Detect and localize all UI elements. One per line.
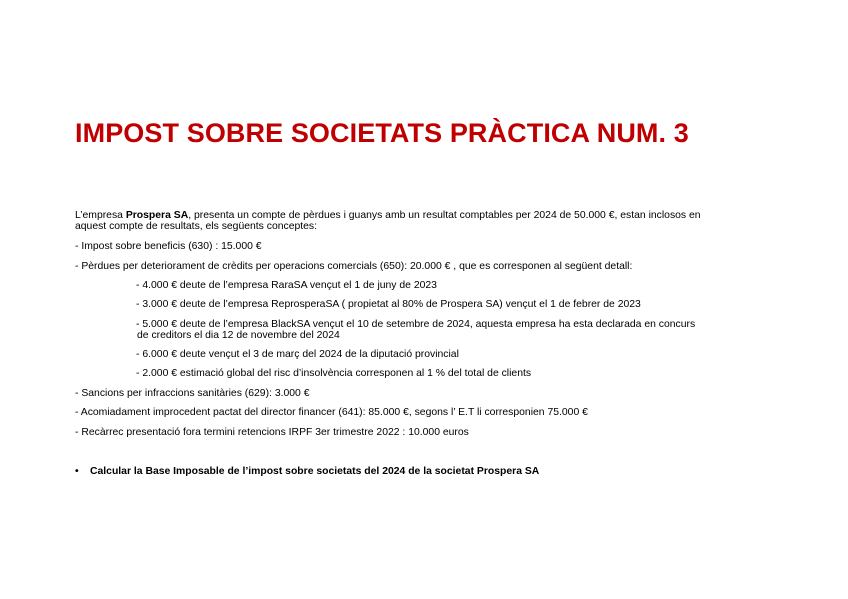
list-item: - Acomiadament improcedent pactat del director financer (641): 85.000 €, segons l’ E.T li corresponien 75.000 € [75,407,588,418]
company-name: Prospera SA [125,210,189,221]
sub-list-item: - 5.000 € deute de l’empresa BlackSA vençut el 10 de setembre de 2024, aquesta empresa ha esta declarada en concurs [136,319,696,330]
sub-list-item: - 2.000 € estimació global del risc d’insolvència corresponen al 1 % del total de clients [136,368,532,379]
intro-prefix: L’empresa [75,210,126,221]
sub-list-item: - 3.000 € deute de l’empresa ReprosperaSA ( propietat al 80% de Prospera SA) vençut el 1 de febrer de 2023 [136,299,641,310]
intro-line-1 [75,210,701,221]
intro-line-2: aquest compte de resultats, els següents conceptes: [75,221,318,232]
list-item: - Sancions per infraccions sanitàries (629): 3.000 € [75,388,310,399]
task-bullet: • [75,466,79,477]
sub-list-item: - 6.000 € deute vençut el 3 de març del 2024 de la diputació provincial [136,349,459,360]
page-title: IMPOST SOBRE SOCIETATS PRÀCTICA NUM. 3 [75,118,689,148]
list-item: - Impost sobre beneficis (630) : 15.000 € [75,241,262,252]
task-text: Calcular la Base Imposable de l’impost sobre societats del 2024 de la societat Prospera SA [90,466,540,477]
sub-list-item: - 4.000 € deute de l’empresa RaraSA vençut el 1 de juny de 2023 [136,280,437,291]
list-item: - Pèrdues per deteriorament de crèdits per operacions comercials (650): 20.000 € , que es corresponen al següent detall: [75,261,633,272]
sub-list-item-continuation: de creditors el dia 12 de novembre del 2024 [137,330,340,341]
intro-rest: , presenta un compte de pèrdues i guanys amb un resultat comptables per 2024 de 50.000 €, estan inclosos en [188,210,701,221]
list-item: - Recàrrec presentació fora termini retencions IRPF 3er trimestre 2022 : 10.000 euros [75,427,469,438]
